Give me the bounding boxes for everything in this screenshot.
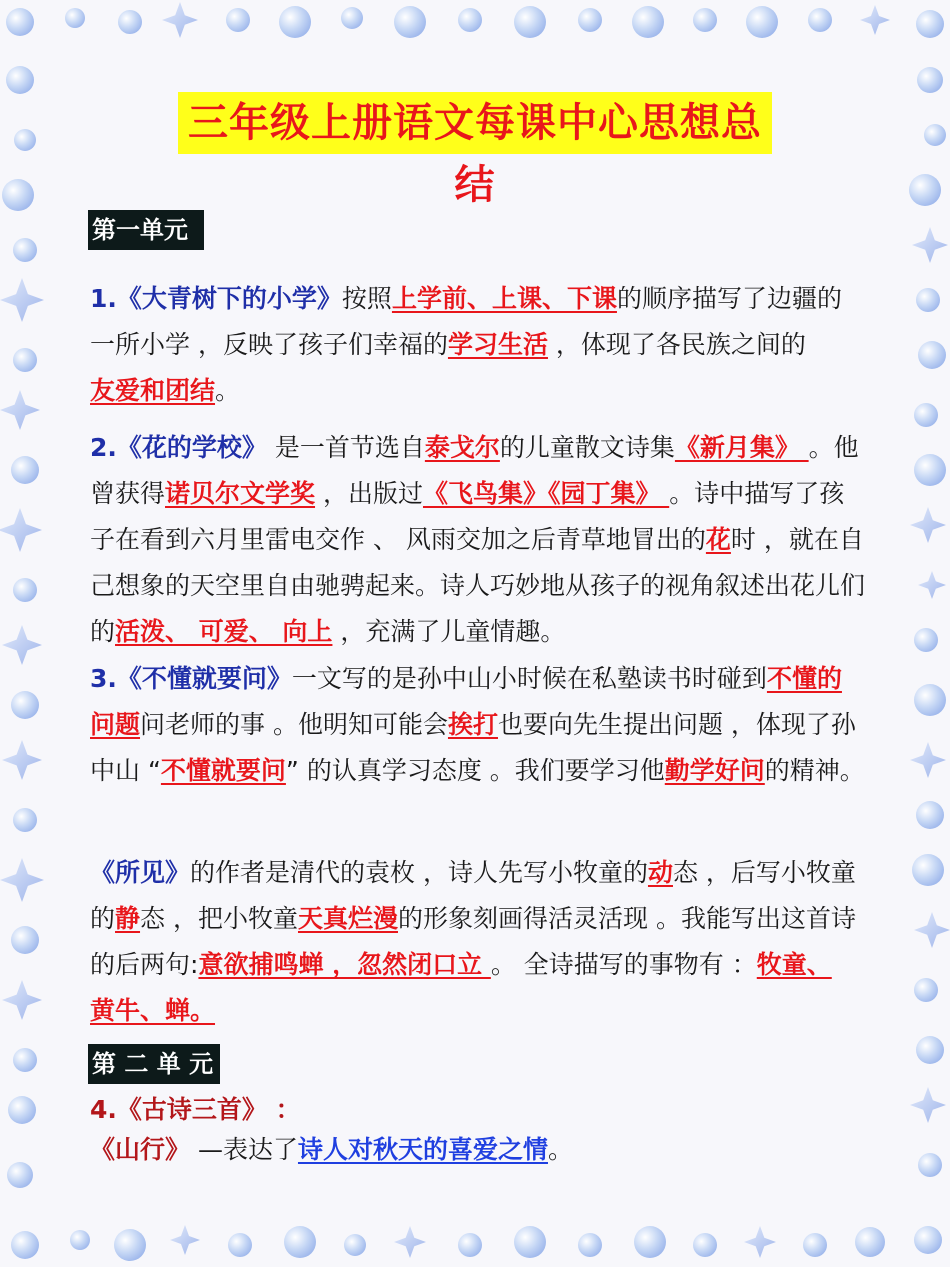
bubble-decoration <box>2 179 34 211</box>
lesson-summary-suojian <box>90 850 865 1034</box>
text: ，体现了各民族之间的 <box>547 330 806 359</box>
bubble-decoration <box>914 684 946 716</box>
text: 。他曾获得 <box>90 433 859 508</box>
keyword: 静 <box>115 904 141 933</box>
star-decoration <box>860 5 890 35</box>
bubble-decoration <box>914 403 938 427</box>
text: 一文写的是孙中山小时候在私塾读书时碰到 <box>291 664 767 693</box>
bubble-decoration <box>514 6 546 38</box>
bubble-decoration <box>284 1226 316 1258</box>
keyword: 挨打 <box>447 710 498 739</box>
keyword: 意欲捕鸣蝉 ，忽然闭口立 <box>198 950 491 979</box>
bubble-decoration <box>917 67 943 93</box>
text: 态 ，后写小牧童的 <box>90 858 856 933</box>
text: 态 ，把小牧童 <box>140 904 298 933</box>
unit-heading-2: 第 二 单 元 <box>88 1044 220 1084</box>
unit-heading-1: 第一单元 <box>88 210 204 250</box>
keyword: 诺贝尔文学奖 <box>165 479 316 508</box>
bubble-decoration <box>912 854 944 886</box>
keyword: 《新月集》 <box>674 433 809 462</box>
star-decoration <box>912 227 948 263</box>
bubble-decoration <box>916 10 944 38</box>
text: 。 全诗描写的事物有 ： <box>490 950 757 979</box>
text: 。 <box>547 1135 573 1164</box>
lesson-title: 《花的学校》 <box>116 433 267 462</box>
bubble-decoration <box>514 1226 546 1258</box>
text: 也要向先生提出问题 ，体现了孙中山 “ <box>90 710 856 785</box>
bubble-decoration <box>916 801 944 829</box>
bubble-decoration <box>916 288 940 312</box>
bubble-decoration <box>7 1162 33 1188</box>
bubble-decoration <box>279 6 311 38</box>
text: 是一首节选自 <box>266 433 425 462</box>
lesson-title: 《古诗三首》 <box>116 1095 267 1124</box>
text: 。诗中描写了孩子在看到六月里雷电交作 、 风雨交加之后青草地冒出的 <box>90 479 845 554</box>
lesson-number: 2. <box>90 433 117 462</box>
bubble-decoration <box>808 8 832 32</box>
star-decoration <box>162 2 198 38</box>
text: 的顺序描写了边疆的一所小学 ，反映了孩子们幸福的 <box>90 284 842 359</box>
bubble-decoration <box>914 628 938 652</box>
keyword: 动 <box>647 858 673 887</box>
bubble-decoration <box>693 8 717 32</box>
keyword: 天真烂漫 <box>297 904 398 933</box>
star-decoration <box>910 742 946 778</box>
star-decoration <box>744 1226 776 1258</box>
keyword: 勤学好问 <box>664 756 765 785</box>
text: 时 ，就在自己想象的天空里自由驰骋起来。诗人巧妙地从孩子的视角叙述出花儿们的 <box>90 525 866 646</box>
star-decoration <box>914 912 950 948</box>
text: ，出版过 <box>315 479 423 508</box>
text: 问老师的事 。他明知可能会 <box>140 710 448 739</box>
bubble-decoration <box>914 1226 942 1254</box>
bubble-decoration <box>341 7 363 29</box>
keyword: 牧童、 黄牛、蝉。 <box>90 950 832 1025</box>
bubble-decoration <box>70 1230 90 1250</box>
bubble-decoration <box>632 6 664 38</box>
bubble-decoration <box>394 6 426 38</box>
star-decoration <box>0 390 40 430</box>
keyword: 不懂就要问 <box>160 756 286 785</box>
lesson-title: 《所见》 <box>90 858 191 887</box>
lesson-summary-2 <box>90 425 865 655</box>
bubble-decoration <box>14 129 36 151</box>
bubble-decoration <box>6 66 34 94</box>
star-decoration <box>394 1226 426 1258</box>
lesson-summary-1 <box>90 276 865 414</box>
lesson-summary-4 <box>90 1090 865 1170</box>
bubble-decoration <box>114 1229 146 1261</box>
bubble-decoration <box>11 1231 39 1259</box>
bubble-decoration <box>578 8 602 32</box>
star-decoration <box>2 740 42 780</box>
bubble-decoration <box>634 1226 666 1258</box>
bubble-decoration <box>458 8 482 32</box>
star-decoration <box>0 858 44 902</box>
star-decoration <box>918 571 946 599</box>
bubble-decoration <box>918 1153 942 1177</box>
star-decoration <box>170 1225 200 1255</box>
keyword: 友爱和团结 <box>90 376 216 405</box>
keyword: 学习生活 <box>447 330 548 359</box>
bubble-decoration <box>578 1233 602 1257</box>
bubble-decoration <box>11 691 39 719</box>
keyword: 活泼、 可爱、 向上 <box>115 617 333 646</box>
bubble-decoration <box>6 8 34 36</box>
text: ” 的认真学习态度 。我们要学习他 <box>285 756 665 785</box>
bubble-decoration <box>11 926 39 954</box>
star-decoration <box>0 508 42 552</box>
bubble-decoration <box>914 454 946 486</box>
lesson-number: 4. <box>90 1095 117 1124</box>
poem-title: 《山行》 <box>90 1135 191 1164</box>
page-title: 三年级上册语文每课中心思想总结 <box>178 92 772 154</box>
bubble-decoration <box>924 124 946 146</box>
bubble-decoration <box>344 1234 366 1256</box>
bubble-decoration <box>693 1233 717 1257</box>
colon: ： <box>266 1095 301 1124</box>
text: 的儿童散文诗集 <box>499 433 675 462</box>
bubble-decoration <box>8 1096 36 1124</box>
text: 的形象刻画得活灵活现 。我能写出这首诗的后两句: <box>90 904 856 979</box>
bubble-decoration <box>855 1227 885 1257</box>
bubble-decoration <box>916 1036 944 1064</box>
keyword: 诗人对秋天的喜爱之情 <box>297 1135 548 1164</box>
bubble-decoration <box>13 348 37 372</box>
star-decoration <box>2 625 42 665</box>
bubble-decoration <box>11 456 39 484</box>
keyword: 不懂的问题 <box>90 664 842 739</box>
bubble-decoration <box>13 578 37 602</box>
bubble-decoration <box>226 8 250 32</box>
keyword: 泰戈尔 <box>424 433 500 462</box>
keyword: 上学前、上课、下课 <box>391 284 617 313</box>
bubble-decoration <box>918 341 946 369</box>
text: —表达了 <box>190 1135 298 1164</box>
star-decoration <box>0 278 44 322</box>
star-decoration <box>910 1087 946 1123</box>
star-decoration <box>910 507 946 543</box>
bubble-decoration <box>458 1233 482 1257</box>
keyword: 花 <box>705 525 731 554</box>
lesson-summary-3 <box>90 656 865 794</box>
bubble-decoration <box>228 1233 252 1257</box>
bubble-decoration <box>65 8 85 28</box>
text: 。 <box>215 376 241 405</box>
bubble-decoration <box>13 808 37 832</box>
bubble-decoration <box>13 1048 37 1072</box>
lesson-title: 《大青树下的小学》 <box>116 284 342 313</box>
bubble-decoration <box>914 978 938 1002</box>
text: 的精神。 <box>764 756 865 785</box>
bubble-decoration <box>803 1233 827 1257</box>
bubble-decoration <box>909 174 941 206</box>
text: 的作者是清代的袁枚 ，诗人先写小牧童的 <box>190 858 648 887</box>
text: ，充满了儿童情趣。 <box>332 617 566 646</box>
bubble-decoration <box>118 10 142 34</box>
keyword: 《飞鸟集》《园丁集》 <box>422 479 670 508</box>
text: 按照 <box>341 284 392 313</box>
lesson-title: 《不懂就要问》 <box>116 664 292 693</box>
lesson-number: 3. <box>90 664 117 693</box>
bubble-decoration <box>746 6 778 38</box>
lesson-number: 1. <box>90 284 117 313</box>
bubble-decoration <box>13 238 37 262</box>
star-decoration <box>2 980 42 1020</box>
